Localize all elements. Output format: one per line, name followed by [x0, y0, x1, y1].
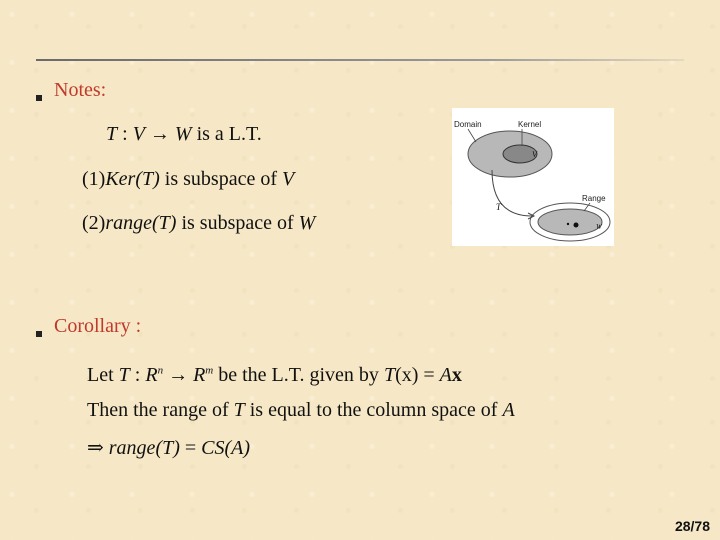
item-number: (1): [82, 168, 106, 190]
notes-line-1-text: is a L.T.: [191, 123, 262, 145]
range-argument: (T): [152, 212, 177, 234]
let-text: Let: [87, 364, 119, 386]
zero-vector-dot-small: [567, 223, 569, 225]
bullet-notes: [36, 95, 42, 101]
kernel-range-diagram: [452, 108, 614, 246]
exponent-n: n: [157, 364, 164, 377]
range-symbol: range: [108, 437, 156, 459]
notes-line-3: [82, 212, 315, 235]
ker-symbol: Ker: [105, 168, 136, 190]
colon: :: [117, 123, 133, 145]
corollary-line-2: [87, 399, 515, 422]
symbol-W: W: [298, 212, 316, 234]
arrow: →: [163, 364, 194, 386]
notes-line-1: [106, 123, 262, 146]
equals: =: [179, 437, 202, 459]
corollary-line-1: [87, 364, 462, 387]
implies-symbol: ⇒: [87, 437, 109, 459]
x-argument: (x): [395, 364, 419, 386]
kernel-label: Kernel: [518, 120, 542, 129]
ker-argument: (T): [135, 168, 160, 190]
range-ellipse: [538, 209, 602, 235]
symbol-T: T: [106, 123, 118, 145]
page-number: 28/78: [674, 518, 710, 534]
exponent-m: m: [205, 364, 214, 377]
range-argument: (T): [155, 437, 180, 459]
range-symbol: range: [105, 212, 152, 234]
corollary-line-1-text: be the L.T. given by: [213, 364, 384, 386]
symbol-T: T: [233, 399, 245, 421]
symbol-V: V: [132, 123, 145, 145]
cs-symbol: CS: [201, 437, 225, 459]
title-divider: [36, 59, 684, 61]
notes-line-2: [82, 168, 294, 191]
symbol-T: T: [118, 364, 130, 386]
domain-pointer: [468, 129, 476, 142]
w-label: W: [596, 223, 602, 231]
equals: =: [418, 364, 440, 386]
symbol-A: A: [439, 364, 452, 386]
notes-line-3-text: is subspace of: [176, 212, 299, 234]
kernel-range-svg: [452, 108, 614, 246]
range-label: Range: [582, 194, 606, 203]
corollary-heading: Corollary :: [54, 315, 142, 337]
corollary-line-2-rest: is equal to the column space of: [244, 399, 503, 421]
zero-vector-dot: [574, 223, 579, 228]
bullet-corollary: [36, 331, 42, 337]
corollary-line-2-text: Then the range of: [87, 399, 234, 421]
vector-x: x: [451, 364, 462, 386]
symbol-T: T: [383, 364, 396, 386]
symbol-R: R: [193, 364, 206, 386]
domain-label: Domain: [454, 120, 482, 129]
v-label: V: [532, 150, 537, 159]
symbol-V: V: [281, 168, 295, 190]
notes-heading: Notes:: [54, 79, 107, 101]
symbol-R: R: [145, 364, 158, 386]
symbol-A: A: [502, 399, 515, 421]
symbol-W: W: [174, 123, 192, 145]
cs-argument: (A): [224, 437, 251, 459]
colon: :: [129, 364, 146, 386]
notes-line-2-text: is subspace of: [159, 168, 282, 190]
arrow: →: [144, 123, 175, 145]
item-number: (2): [82, 212, 106, 234]
t-label: T: [496, 202, 502, 212]
corollary-line-3: [87, 435, 250, 460]
